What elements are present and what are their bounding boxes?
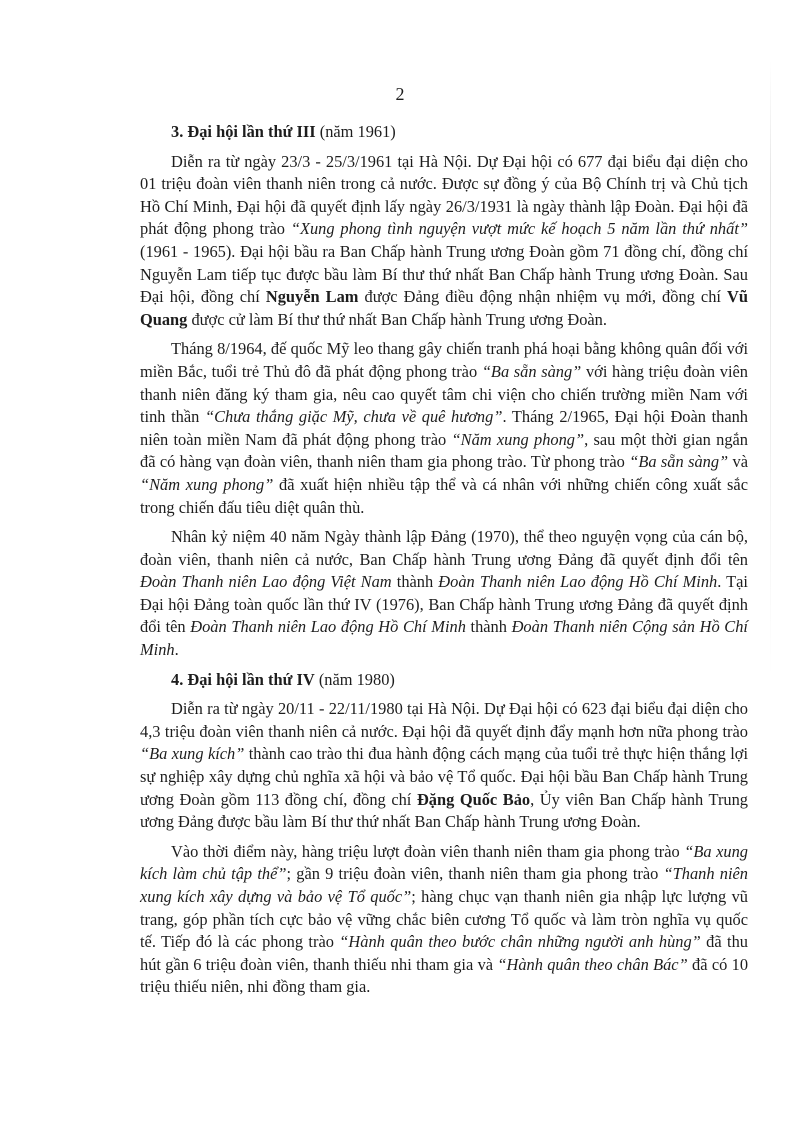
text-run: Diễn ra từ ngày 20/11 - 22/11/1980 tại Hà Nội. Dự Đại hội có 623 đại biểu đại diện cho 4,3 triệu đoàn viên thanh niên cả nước. Đại hội đã quyết định đẩy mạnh hơn nữa phong trào (140, 699, 748, 741)
text-run: . (174, 640, 179, 660)
text-run: Diễn ra từ ngày 23/3 - 25/3/1961 tại Hà Nội. Dự Đại hội có 677 đại biểu đại diện cho 01 triệu đoàn viên thanh niên trong cả nước. Được sự đồng ý của Bộ Chính trị và Chủ tịch Hồ Chí Minh, Đại hội đã quyết định lấy ngày 26/3/1931 là ngày thành lập Đoàn. Đại hội đã phát động phong trào (140, 151, 748, 239)
bold-text: Đặng Quốc Bảo (416, 789, 531, 809)
italic-text: “Ba sẵn sàng” (481, 361, 582, 381)
italic-text: Đoàn Thanh niên Lao động Hồ Chí Minh (190, 617, 466, 637)
text-run: được Đảng điều động nhận nhiệm vụ mới, đồng chí (358, 287, 728, 307)
document-body (140, 121, 748, 999)
text-run: đã thu hút gần 6 triệu đoàn viên, thanh thiếu nhi tham gia và (140, 932, 748, 974)
italic-text: “Ba xung kích” (140, 744, 245, 764)
paragraph (140, 698, 748, 834)
text-run: đã có 10 triệu thiếu niên, nhi đồng tham gia. (140, 954, 749, 997)
paragraph (140, 338, 748, 519)
paragraph (140, 526, 748, 662)
italic-text: “Ba xung kích làm chủ tập thể” (140, 841, 748, 884)
section-heading-year: (năm 1980) (314, 669, 395, 689)
italic-text: “Xung phong tình nguyện vượt mức kế hoạch 5 năm lần thứ nhất” (290, 219, 748, 239)
text-run: thành (391, 572, 439, 592)
text-run: ; hàng chục vạn thanh niên gia nhập lực lượng vũ trang, góp phần tích cực bảo vệ vững chắc biên cương Tổ quốc và làm tròn nghĩa vụ quốc tế. Tiếp đó là các phong trào (140, 887, 748, 952)
italic-text: Đoàn Thanh niên Lao động Việt Nam (140, 572, 392, 592)
italic-text: “Chưa thắng giặc Mỹ, chưa về quê hương” (204, 407, 503, 427)
text-run: được cử làm Bí thư thứ nhất Ban Chấp hành Trung ương Đoàn. (187, 309, 607, 329)
text-run: ; gần 9 triệu đoàn viên, thanh niên tham gia phong trào (286, 864, 664, 884)
section-heading-title: 4. Đại hội lần thứ IV (171, 669, 315, 689)
text-run: và (728, 452, 748, 472)
text-run: thành (465, 617, 512, 637)
italic-text: “Hành quân theo chân Bác” (497, 954, 688, 974)
paragraph (140, 151, 748, 332)
text-run: Vào thời điểm này, hàng triệu lượt đoàn viên thanh niên tham gia phong trào (171, 841, 685, 861)
bold-text: Nguyễn Lam (265, 287, 359, 307)
text-run: đã xuất hiện nhiều tập thể và cá nhân với những chiến công xuất sắc trong chiến đấu tiêu diệt quân thù. (140, 474, 748, 517)
text-run: với hàng triệu đoàn viên thanh niên đăng ký tham gia, nêu cao quyết tâm chi viện cho chiến trường miền Nam với tinh thần (140, 361, 748, 427)
text-run: . Tại Đại hội Đảng toàn quốc lần thứ IV (1976), Ban Chấp hành Trung ương Đảng đã quyết định đổi tên (140, 572, 748, 637)
text-run: , Ủy viên Ban Chấp hành Trung ương Đảng được bầu làm Bí thư thứ nhất Ban Chấp hành Trung ương Đoàn. (140, 789, 748, 832)
text-run: , sau một thời gian ngắn đã có hàng vạn đoàn viên, thanh niên tham gia phong trào. Từ phong trào (140, 429, 748, 472)
bold-text: Vũ Quang (140, 287, 748, 329)
section-heading-title: 3. Đại hội lần thứ III (171, 122, 316, 141)
text-run: . Tháng 2/1965, Đại hội Đoàn thanh niên toàn miền Nam đã phát động phong trào (140, 407, 748, 449)
italic-text: Đoàn Thanh niên Cộng sản Hồ Chí Minh (140, 617, 748, 660)
page-number: 2 (395, 84, 405, 104)
italic-text: “Năm xung phong” (140, 474, 274, 494)
text-run: Tháng 8/1964, đế quốc Mỹ leo thang gây chiến tranh phá hoại bằng không quân đối với miền Bắc, tuổi trẻ Thủ đô đã phát động phong trào (140, 339, 748, 381)
section-heading-year: (năm 1961) (315, 122, 396, 141)
scan-edge-mark (770, 60, 771, 680)
italic-text: Đoàn Thanh niên Lao động Hồ Chí Minh (438, 572, 718, 592)
italic-text: “Hành quân theo bước chân những người anh hùng” (339, 932, 701, 952)
italic-text: “Năm xung phong” (451, 429, 585, 449)
section-heading (171, 121, 748, 144)
italic-text: “Ba sẵn sàng” (629, 452, 729, 472)
italic-text: “Thanh niên xung kích xây dựng và bảo vệ Tổ quốc” (140, 864, 748, 906)
paragraph (140, 841, 748, 999)
text-run: Nhân kỷ niệm 40 năm Ngày thành lập Đảng (1970), thể theo nguyện vọng của cán bộ, đoàn viên, thanh niên cả nước, Ban Chấp hành Trung ương Đảng đã quyết định đổi tên (140, 527, 748, 569)
text-run: thành cao trào thi đua hành động cách mạng của tuổi trẻ thực hiện thắng lợi sự nghiệp xây dựng chủ nghĩa xã hội và bảo vệ Tổ quốc. Đại hội bầu Ban Chấp hành Trung ương Đoàn gồm 113 đồng chí, đồng chí (140, 744, 749, 809)
section-heading (171, 669, 748, 692)
text-run: (1961 - 1965). Đại hội bầu ra Ban Chấp hành Trung ương Đoàn gồm 71 đồng chí, đồng chí Nguyễn Lam tiếp tục được bầu làm Bí thư thứ nhất Ban Chấp hành Trung ương Đoàn. Sau Đại hội, đồng chí (140, 241, 748, 307)
